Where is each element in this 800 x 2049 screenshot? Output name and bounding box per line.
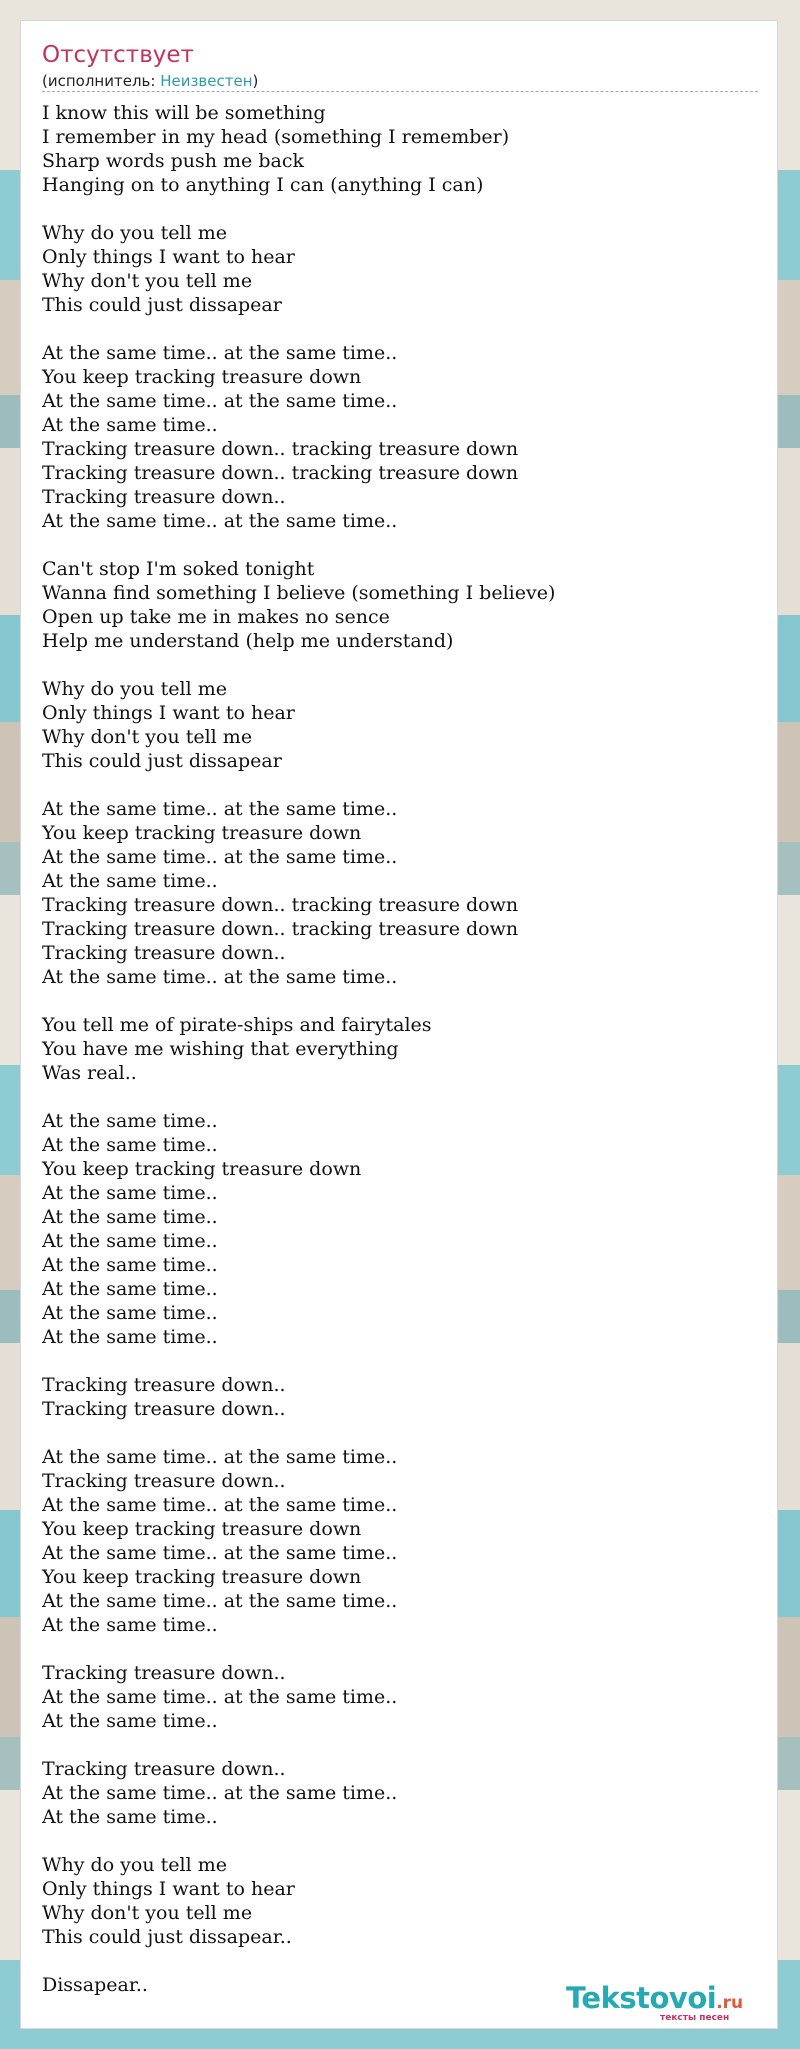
lyrics-line: Tracking treasure down.. tracking treasure down — [42, 462, 519, 484]
logo-tagline: тексты песен — [660, 2013, 730, 2023]
lyrics-line: At the same time.. — [42, 1254, 218, 1276]
lyrics-line: At the same time.. — [42, 1206, 218, 1228]
lyrics-line: I know this will be something — [42, 102, 326, 124]
lyrics-stanza — [42, 341, 758, 533]
lyrics-line: Tracking treasure down.. tracking treasure down — [42, 918, 519, 940]
lyrics-line: At the same time.. — [42, 1110, 218, 1132]
lyrics-stanza — [42, 221, 758, 317]
lyrics-line: Open up take me in makes no sence — [42, 606, 390, 628]
lyrics-line: Tracking treasure down.. — [42, 1662, 286, 1684]
lyrics-stanza — [42, 1109, 758, 1349]
lyrics-line: You keep tracking treasure down — [42, 1518, 362, 1540]
lyrics-line: Tracking treasure down.. — [42, 942, 286, 964]
lyrics-line: At the same time.. at the same time.. — [42, 1494, 398, 1516]
lyrics-line: At the same time.. at the same time.. — [42, 1446, 398, 1468]
lyrics-stanza — [42, 1013, 758, 1085]
lyrics-line: At the same time.. at the same time.. — [42, 846, 398, 868]
lyrics-line: At the same time.. — [42, 1278, 218, 1300]
lyrics-line: At the same time.. at the same time.. — [42, 1686, 398, 1708]
lyrics-line: At the same time.. — [42, 1614, 218, 1636]
lyrics-line: Why do you tell me — [42, 678, 227, 700]
lyrics-line: Sharp words push me back — [42, 150, 304, 172]
lyrics-line: This could just dissapear — [42, 294, 282, 316]
lyrics-body — [42, 101, 758, 2021]
divider — [42, 91, 758, 92]
lyrics-line: At the same time.. at the same time.. — [42, 342, 398, 364]
lyrics-line: Only things I want to hear — [42, 246, 295, 268]
lyrics-line: At the same time.. — [42, 1182, 218, 1204]
lyrics-line: At the same time.. — [42, 1806, 218, 1828]
lyrics-line: At the same time.. — [42, 1302, 218, 1324]
lyrics-line: At the same time.. at the same time.. — [42, 1782, 398, 1804]
lyrics-line: Tracking treasure down.. — [42, 1758, 286, 1780]
lyrics-line: You keep tracking treasure down — [42, 1566, 362, 1588]
artist-line — [42, 71, 258, 91]
lyrics-stanza — [42, 557, 758, 653]
lyrics-line: At the same time.. at the same time.. — [42, 390, 398, 412]
lyrics-stanza — [42, 1757, 758, 1829]
lyrics-line: You have me wishing that everything — [42, 1038, 399, 1060]
lyrics-line: Why don't you tell me — [42, 726, 253, 748]
lyrics-line: You keep tracking treasure down — [42, 822, 362, 844]
lyrics-line: At the same time.. — [42, 1134, 218, 1156]
lyrics-line: Why do you tell me — [42, 222, 227, 244]
lyrics-line: Tracking treasure down.. tracking treasure down — [42, 438, 519, 460]
lyrics-line: At the same time.. — [42, 414, 218, 436]
lyrics-line: This could just dissapear — [42, 750, 282, 772]
lyrics-line: At the same time.. — [42, 1326, 218, 1348]
lyrics-line: I remember in my head (something I remember) — [42, 126, 510, 148]
lyrics-line: At the same time.. at the same time.. — [42, 1590, 398, 1612]
lyrics-line: Only things I want to hear — [42, 1878, 295, 1900]
lyrics-stanza — [42, 101, 758, 197]
lyrics-stanza — [42, 1853, 758, 1949]
artist-link[interactable]: Неизвестен — [160, 72, 253, 90]
lyrics-line: Why do you tell me — [42, 1854, 227, 1876]
lyrics-line: At the same time.. — [42, 1230, 218, 1252]
logo-tld: .ru — [716, 1993, 744, 2013]
lyrics-line: Was real.. — [42, 1062, 137, 1084]
lyrics-line: Tracking treasure down.. — [42, 1398, 286, 1420]
lyrics-line: At the same time.. — [42, 870, 218, 892]
lyrics-line: You keep tracking treasure down — [42, 366, 362, 388]
lyrics-line: At the same time.. at the same time.. — [42, 1542, 398, 1564]
lyrics-stanza — [42, 1445, 758, 1637]
lyrics-line: Why don't you tell me — [42, 270, 253, 292]
artist-suffix: ) — [252, 72, 259, 90]
lyrics-line: At the same time.. at the same time.. — [42, 798, 398, 820]
lyrics-stanza — [42, 1661, 758, 1733]
lyrics-line: You keep tracking treasure down — [42, 1158, 362, 1180]
lyrics-card — [20, 20, 778, 2029]
lyrics-line: You tell me of pirate-ships and fairytales — [42, 1014, 432, 1036]
artist-prefix: (исполнитель: — [42, 72, 161, 90]
site-logo[interactable] — [566, 1981, 744, 2023]
lyrics-line: This could just dissapear.. — [42, 1926, 292, 1948]
lyrics-line: Only things I want to hear — [42, 702, 295, 724]
lyrics-line: Help me understand (help me understand) — [42, 630, 454, 652]
lyrics-line: Hanging on to anything I can (anything I can) — [42, 174, 484, 196]
logo-name: Tekstovoi — [566, 1981, 717, 2015]
lyrics-line: Tracking treasure down.. — [42, 1374, 286, 1396]
lyrics-stanza — [42, 1373, 758, 1421]
lyrics-line: Dissapear.. — [42, 1974, 148, 1996]
lyrics-line: Wanna find something I believe (something I believe) — [42, 582, 556, 604]
lyrics-line: At the same time.. — [42, 1710, 218, 1732]
lyrics-line: At the same time.. at the same time.. — [42, 510, 398, 532]
song-title: Отсутствует — [42, 42, 194, 68]
lyrics-line: At the same time.. at the same time.. — [42, 966, 398, 988]
lyrics-line: Tracking treasure down.. tracking treasure down — [42, 894, 519, 916]
lyrics-stanza — [42, 797, 758, 989]
lyrics-stanza — [42, 677, 758, 773]
lyrics-line: Can't stop I'm soked tonight — [42, 558, 315, 580]
lyrics-line: Why don't you tell me — [42, 1902, 253, 1924]
lyrics-line: Tracking treasure down.. — [42, 1470, 286, 1492]
lyrics-line: Tracking treasure down.. — [42, 486, 286, 508]
